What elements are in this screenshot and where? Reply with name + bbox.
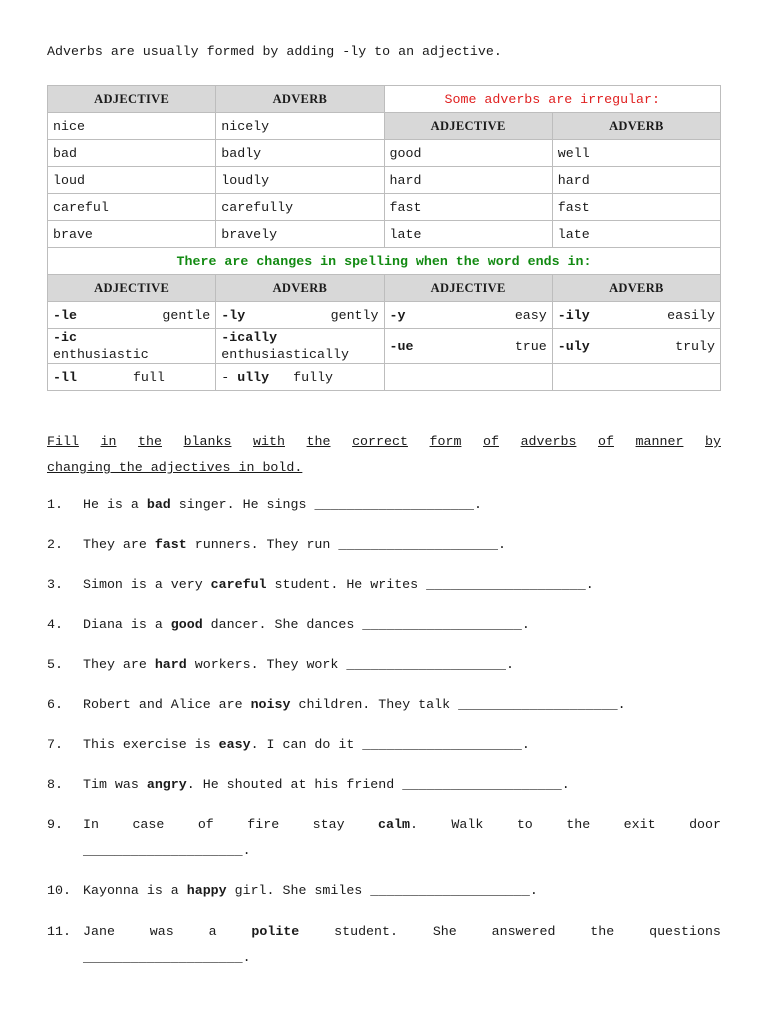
- instructions-line-2: changing the adjectives in bold.: [47, 460, 303, 475]
- bold-adjective: calm: [378, 817, 410, 832]
- example-word: enthusiastically: [221, 347, 349, 362]
- header-adverb: ADVERB: [552, 275, 720, 302]
- sentence-start: He is a: [83, 497, 147, 512]
- exercise-number: 6.: [47, 697, 63, 712]
- regular-adverb: carefully: [216, 194, 384, 221]
- adverb-formation-table: [47, 85, 721, 391]
- exercise-number: 8.: [47, 777, 63, 792]
- answer-blank[interactable]: ____________________: [346, 657, 506, 672]
- bold-adjective: easy: [218, 737, 251, 752]
- bold-adjective: noisy: [250, 697, 291, 712]
- exercise-sentence: [83, 777, 721, 792]
- answer-blank[interactable]: ____________________: [314, 497, 475, 512]
- sentence-word: questions: [649, 924, 721, 939]
- sentence-middle: student. He writes: [266, 577, 427, 592]
- instruction-word: correct: [352, 434, 408, 449]
- irregular-adverb: hard: [552, 167, 720, 194]
- intro-sentence: Adverbs are usually formed by adding -ly to an adjective.: [47, 44, 502, 59]
- regular-adjective: loud: [48, 167, 216, 194]
- sentence-word: of: [197, 817, 214, 832]
- sentence-start: They are: [83, 657, 155, 672]
- header-adjective: ADJECTIVE: [384, 275, 552, 302]
- spelling-cell: [48, 364, 216, 391]
- sentence-start: Diana is a: [83, 617, 171, 632]
- sentence-start: This exercise is: [83, 737, 219, 752]
- exercise-sentence: [83, 697, 721, 712]
- bold-adjective: good: [170, 617, 203, 632]
- irregular-adverb: late: [552, 221, 720, 248]
- sentence-word: door: [689, 817, 721, 832]
- example-word: full: [132, 369, 165, 385]
- suffix-dash: -: [221, 369, 238, 385]
- regular-adverb: loudly: [216, 167, 384, 194]
- spelling-cell: [48, 329, 216, 364]
- irregular-adverb: well: [552, 140, 720, 167]
- irregular-adverb: fast: [552, 194, 720, 221]
- sentence-start: Kayonna is a: [83, 883, 187, 898]
- instruction-word: form: [429, 434, 462, 449]
- answer-line[interactable]: [83, 950, 251, 965]
- instruction-word: with: [253, 434, 285, 449]
- sentence-word: Walk: [451, 817, 484, 832]
- example-word: enthusiastic: [53, 347, 149, 362]
- suffix: -ic: [53, 330, 77, 345]
- regular-adverb: nicely: [216, 113, 384, 140]
- instruction-word: Fill: [47, 434, 79, 449]
- exercise-sentence: [83, 817, 721, 832]
- sentence-word: fire: [247, 817, 280, 832]
- spelling-cell: [48, 302, 216, 329]
- sentence-middle: singer. He sings: [170, 497, 315, 512]
- sentence-word: answered: [491, 924, 556, 939]
- header-adjective: ADJECTIVE: [384, 113, 552, 140]
- sentence-word: She: [432, 924, 457, 939]
- sentence-middle: runners. They run: [186, 537, 339, 552]
- exercise-sentence: [83, 657, 721, 672]
- sentence-middle: girl. She smiles: [226, 883, 371, 898]
- example-word: gently: [330, 307, 379, 323]
- spelling-changes-title: There are changes in spelling when the word ends in:: [48, 248, 721, 275]
- bold-adjective: hard: [154, 657, 187, 672]
- suffix: -le: [53, 307, 77, 323]
- sentence-end: .: [242, 950, 251, 965]
- suffix: -ll: [53, 369, 77, 385]
- sentence-middle: dancer. She dances: [202, 617, 363, 632]
- bold-adjective: fast: [154, 537, 187, 552]
- suffix: -ue: [389, 338, 414, 354]
- sentence-start: Simon is a very: [83, 577, 211, 592]
- sentence-word: the: [566, 817, 591, 832]
- regular-adverb: bravely: [216, 221, 384, 248]
- regular-adjective: bad: [48, 140, 216, 167]
- exercise-sentence: [83, 577, 721, 592]
- sentence-end: .: [474, 497, 483, 512]
- exercise-number: 11.: [47, 924, 71, 939]
- spelling-cell: [216, 364, 384, 391]
- sentence-end: .: [617, 697, 626, 712]
- exercise-sentence: [83, 883, 721, 898]
- exercise-number: 3.: [47, 577, 63, 592]
- sentence-middle: . I can do it: [250, 737, 363, 752]
- sentence-word: a: [208, 924, 217, 939]
- suffix: -ically: [221, 330, 278, 345]
- answer-blank[interactable]: ____________________: [362, 737, 522, 752]
- regular-adjective: nice: [48, 113, 216, 140]
- answer-blank[interactable]: ____________________: [402, 777, 562, 792]
- exercise-number: 7.: [47, 737, 63, 752]
- example-word: truly: [675, 338, 715, 354]
- irregular-adjective: good: [384, 140, 552, 167]
- instruction-word: blanks: [183, 434, 232, 449]
- answer-blank[interactable]: ____________________: [458, 697, 618, 712]
- regular-adverb: badly: [216, 140, 384, 167]
- exercise-sentence: [83, 737, 721, 752]
- bold-adjective: angry: [146, 777, 187, 792]
- sentence-middle: children. They talk: [290, 697, 459, 712]
- example-word: easily: [667, 307, 715, 323]
- sentence-end: .: [497, 537, 506, 552]
- bold-adjective: careful: [210, 577, 267, 592]
- instruction-word: manner: [635, 434, 684, 449]
- instruction-word: of: [598, 434, 614, 449]
- exercise-number: 4.: [47, 617, 63, 632]
- sentence-end: .: [242, 843, 251, 858]
- answer-blank[interactable]: ____________________: [83, 843, 243, 858]
- exercise-sentence: [83, 617, 721, 632]
- answer-blank[interactable]: ____________________: [338, 537, 498, 552]
- header-adverb: ADVERB: [216, 86, 384, 113]
- spelling-cell: [384, 329, 552, 364]
- sentence-start: They are: [83, 537, 155, 552]
- sentence-middle: . He shouted at his friend: [186, 777, 403, 792]
- instruction-word: of: [483, 434, 499, 449]
- instruction-word: adverbs: [520, 434, 577, 449]
- suffix: -y: [389, 307, 406, 323]
- example-word: true: [514, 338, 547, 354]
- sentence-start: Tim was: [83, 777, 147, 792]
- sentence-end: .: [561, 777, 570, 792]
- irregular-title: Some adverbs are irregular:: [384, 86, 721, 113]
- example-word: fully: [293, 369, 334, 385]
- exercise-number: 10.: [47, 883, 71, 898]
- empty-cell: [552, 364, 720, 391]
- header-adjective: ADJECTIVE: [48, 86, 216, 113]
- suffix: ully: [237, 369, 270, 385]
- spelling-cell: [552, 329, 720, 364]
- sentence-end: .: [521, 617, 530, 632]
- spelling-cell: [552, 302, 720, 329]
- instructions-line-1: [47, 429, 721, 455]
- suffix: -uly: [557, 338, 590, 354]
- answer-line[interactable]: [83, 843, 251, 858]
- header-adjective: ADJECTIVE: [48, 275, 216, 302]
- sentence-end: .: [521, 737, 530, 752]
- sentence-middle: workers. They work: [186, 657, 347, 672]
- answer-blank[interactable]: ____________________: [362, 617, 522, 632]
- exercise-sentence: [83, 537, 721, 552]
- bold-adjective: bad: [146, 497, 171, 512]
- suffix: -ly: [221, 307, 246, 323]
- sentence-start: Robert and Alice are: [83, 697, 251, 712]
- regular-adjective: careful: [48, 194, 216, 221]
- exercise-sentence: [83, 497, 721, 512]
- exercise-number: 2.: [47, 537, 63, 552]
- answer-blank[interactable]: ____________________: [83, 950, 243, 965]
- irregular-adjective: hard: [384, 167, 552, 194]
- sentence-word: was: [149, 924, 174, 939]
- regular-adjective: brave: [48, 221, 216, 248]
- sentence-word: .: [409, 817, 418, 832]
- spelling-cell: [216, 329, 384, 364]
- example-word: gentle: [162, 307, 211, 323]
- bold-adjective: polite: [251, 924, 300, 939]
- suffix: -ily: [557, 307, 590, 323]
- irregular-adjective: fast: [384, 194, 552, 221]
- instruction-word: the: [138, 434, 162, 449]
- spelling-cell: [216, 302, 384, 329]
- exercise-sentence: [83, 924, 721, 939]
- empty-cell: [384, 364, 552, 391]
- example-word: easy: [514, 307, 547, 323]
- sentence-word: In: [83, 817, 99, 832]
- irregular-adjective: late: [384, 221, 552, 248]
- exercise-number: 5.: [47, 657, 63, 672]
- sentence-end: .: [585, 577, 594, 592]
- sentence-word: stay: [312, 817, 345, 832]
- sentence-end: .: [529, 883, 538, 898]
- header-adverb: ADVERB: [216, 275, 384, 302]
- instruction-word: by: [705, 434, 721, 449]
- bold-adjective: happy: [186, 883, 227, 898]
- instruction-word: in: [100, 434, 117, 449]
- answer-blank[interactable]: ____________________: [426, 577, 586, 592]
- answer-blank[interactable]: ____________________: [370, 883, 530, 898]
- sentence-end: .: [505, 657, 514, 672]
- sentence-word: exit: [623, 817, 656, 832]
- header-adverb: ADVERB: [552, 113, 720, 140]
- instructions: [47, 429, 721, 481]
- exercise-number: 9.: [47, 817, 63, 832]
- sentence-word: student.: [334, 924, 398, 939]
- sentence-word: to: [516, 817, 533, 832]
- sentence-word: Jane: [83, 924, 115, 939]
- sentence-word: the: [590, 924, 615, 939]
- exercise-number: 1.: [47, 497, 63, 512]
- instruction-word: the: [306, 434, 331, 449]
- spelling-cell: [384, 302, 552, 329]
- sentence-word: case: [132, 817, 165, 832]
